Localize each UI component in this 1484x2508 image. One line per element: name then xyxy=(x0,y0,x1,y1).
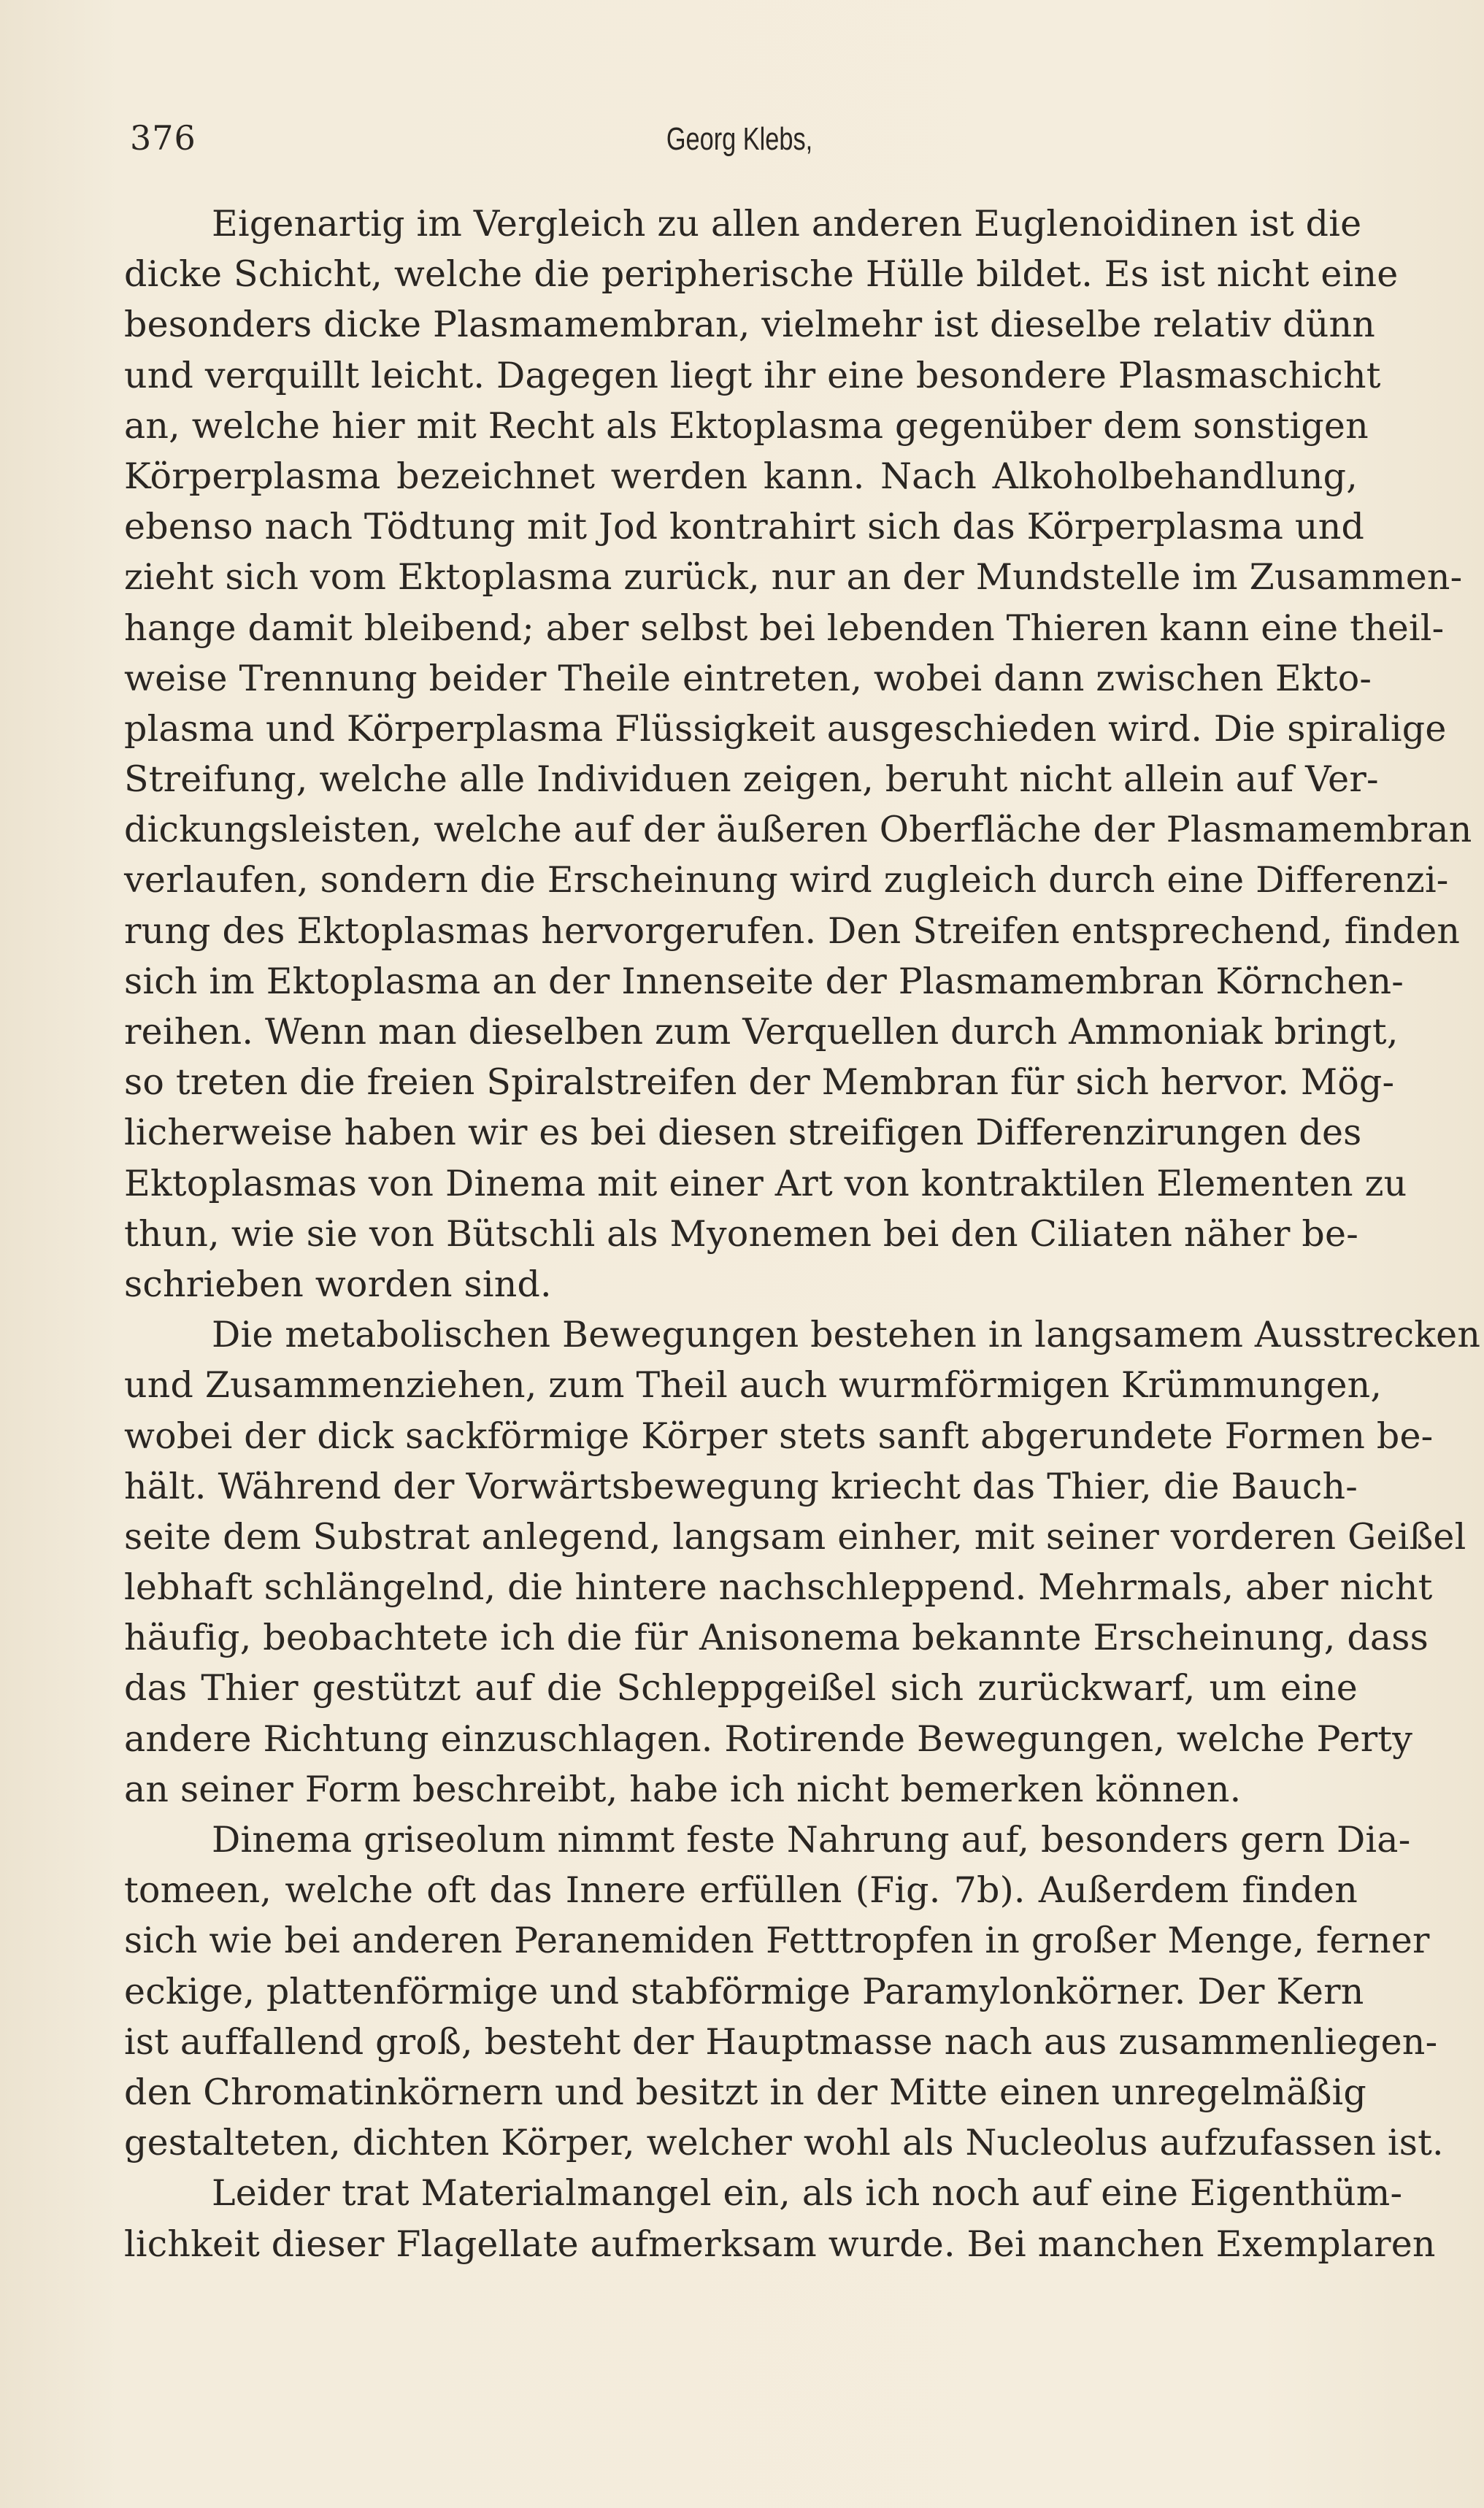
text-line: häufig, beobachtete ich die für Anisonema bekannte Erscheinung, dass xyxy=(124,1617,1429,1659)
page-number: 376 xyxy=(130,118,196,158)
text-line: Körperplasma bezeichnet werden kann. Nach Alkoholbehandlung, xyxy=(124,455,1358,497)
text-line: rung des Ektoplasmas hervorgerufen. Den Streifen entsprechend, finden xyxy=(124,909,1461,952)
text-line: Dinema griseolum nimmt feste Nahrung auf, besonders gern Dia- xyxy=(212,1819,1411,1861)
text-line: schrieben worden sind. xyxy=(124,1263,552,1305)
text-line: Streifung, welche alle Individuen zeigen, beruht nicht allein auf Ver- xyxy=(124,758,1379,801)
text-line: zieht sich vom Ektoplasma zurück, nur an der Mundstelle im Zusammen- xyxy=(124,556,1463,599)
text-line: sich wie bei anderen Peranemiden Fetttropfen in großer Menge, ferner xyxy=(124,1920,1430,1962)
text-line: besonders dicke Plasmamembran, vielmehr ist dieselbe relativ dünn xyxy=(124,304,1376,346)
body-text xyxy=(124,199,1481,2269)
text-line: Eigenartig im Vergleich zu allen anderen Euglenoidinen ist die xyxy=(212,203,1362,245)
text-line: ist auffallend groß, besteht der Hauptmasse nach aus zusammenliegen- xyxy=(124,2020,1438,2063)
text-line: Die metabolischen Bewegungen bestehen in langsamem Ausstrecken xyxy=(212,1314,1481,1356)
text-line: weise Trennung beider Theile eintreten, wobei dann zwischen Ekto- xyxy=(124,657,1372,699)
text-line: und Zusammenziehen, zum Theil auch wurmförmigen Krümmungen, xyxy=(124,1364,1383,1407)
text-line: lebhaft schlängelnd, die hintere nachschleppend. Mehrmals, aber nicht xyxy=(124,1566,1433,1609)
text-line: reihen. Wenn man dieselben zum Verquellen durch Ammoniak bringt, xyxy=(124,1011,1399,1053)
text-line: das Thier gestützt auf die Schleppgeißel sich zurückwarf, um eine xyxy=(124,1667,1358,1709)
text-line: ebenso nach Tödtung mit Jod kontrahirt sich das Körperplasma und xyxy=(124,506,1365,548)
text-line: dickungsleisten, welche auf der äußeren Oberfläche der Plasmamembran xyxy=(124,809,1472,851)
text-line: verlaufen, sondern die Erscheinung wird zugleich durch eine Differenzi- xyxy=(124,859,1449,901)
text-line: an, welche hier mit Recht als Ektoplasma gegenüber dem sonstigen xyxy=(124,404,1369,447)
text-line: andere Richtung einzuschlagen. Rotirende Bewegungen, welche Perty xyxy=(124,1717,1413,1760)
text-line: seite dem Substrat anlegend, langsam einher, mit seiner vorderen Geißel xyxy=(124,1515,1466,1558)
text-line: licherweise haben wir es bei diesen streifigen Differenzirungen des xyxy=(124,1112,1362,1154)
text-line: und verquillt leicht. Dagegen liegt ihr eine besondere Plasmaschicht xyxy=(124,354,1381,396)
text-line: Ektoplasmas von Dinema mit einer Art von kontraktilen Elementen zu xyxy=(124,1162,1407,1204)
text-line: hält. Während der Vorwärtsbewegung kriecht das Thier, die Bauch- xyxy=(124,1465,1358,1507)
text-line: lichkeit dieser Flagellate aufmerksam wurde. Bei manchen Exemplaren xyxy=(124,2223,1436,2265)
page-header xyxy=(130,118,1349,162)
text-line: dicke Schicht, welche die peripherische Hülle bildet. Es ist nicht eine xyxy=(124,253,1399,296)
text-line: an seiner Form beschreibt, habe ich nicht bemerken können. xyxy=(124,1768,1242,1810)
text-line: thun, wie sie von Bütschli als Myonemen bei den Ciliaten näher be- xyxy=(124,1212,1358,1255)
text-line: wobei der dick sackförmige Körper stets sanft abgerundete Formen be- xyxy=(124,1415,1434,1457)
text-line: plasma und Körperplasma Flüssigkeit ausgeschieden wird. Die spiralige xyxy=(124,707,1447,750)
text-line: Leider trat Materialmangel ein, als ich noch auf eine Eigenthüm- xyxy=(212,2172,1403,2215)
text-line: eckige, plattenförmige und stabförmige Paramylonkörner. Der Kern xyxy=(124,1970,1364,2012)
text-line: hange damit bleibend; aber selbst bei lebenden Thieren kann eine theil- xyxy=(124,607,1445,649)
text-line: tomeen, welche oft das Innere erfüllen (Fig. 7b). Außerdem finden xyxy=(124,1869,1358,1912)
text-line: den Chromatinkörnern und besitzt in der Mitte einen unregelmäßig xyxy=(124,2071,1366,2113)
text-line: sich im Ektoplasma an der Innenseite der Plasmamembran Körnchen- xyxy=(124,960,1404,1002)
running-head: Georg Klebs, xyxy=(666,121,813,157)
text-line: so treten die freien Spiralstreifen der Membran für sich hervor. Mög- xyxy=(124,1061,1395,1104)
text-line: gestalteten, dichten Körper, welcher wohl als Nucleolus aufzufassen ist. xyxy=(124,2122,1444,2164)
